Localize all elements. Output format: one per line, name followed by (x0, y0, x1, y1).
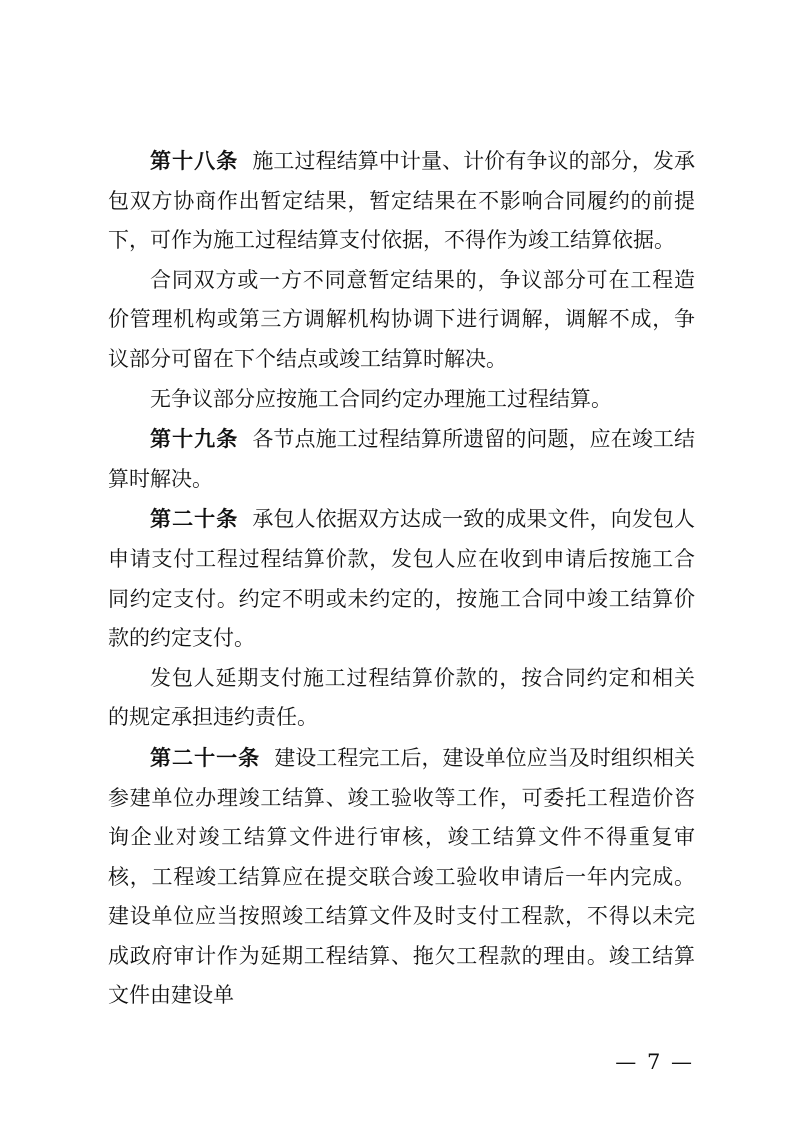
page-number: — 7 — (615, 1050, 694, 1074)
paragraph-text: 建设工程完工后，建设单位应当及时组织相关参建单位办理竣工结算、竣工验收等工作，可委托工程造价咨询企业对竣工结算文件进行审核，竣工结算文件不得重复审核，工程竣工结算应在提交联合竣工验收申请后一年内完成。建设单位应当按照竣工结算文件及时支付工程款，不得以未完成政府审计作为延期工程结算、拖欠工程款的理由。竣工结算文件由建设单 (108, 745, 696, 1008)
paragraph-text: 各节点施工过程结算所遗留的问题，应在竣工结算时解决。 (108, 427, 696, 491)
paragraph-text: 承包人依据双方达成一致的成果文件，向发包人申请支付工程过程结算价款，发包人应在收到申请后按施工合同约定支付。约定不明或未约定的，按施工合同中竣工结算价款的约定支付。 (108, 507, 696, 651)
paragraph-article-20-cont (108, 659, 695, 738)
paragraph-article-21 (108, 738, 695, 1016)
paragraph-text: 合同双方或一方不同意暂定结果的，争议部分可在工程造价管理机构或第三方调解机构协调下进行调解，调解不成，争议部分可留在下个结点或竣工结算时解决。 (108, 267, 695, 371)
paragraph-text: 无争议部分应按施工合同约定办理施工过程结算。 (150, 386, 612, 411)
paragraph-text: 发包人延期支付施工过程结算价款的，按合同约定和相关的规定承担违约责任。 (108, 665, 695, 730)
article-heading: 第十八条 (150, 148, 239, 173)
paragraph-article-18-cont-2 (108, 380, 695, 420)
paragraph-text: 施工过程结算中计量、计价有争议的部分，发承包双方协商作出暂定结果，暂定结果在不影响合同履约的前提下，可作为施工过程结算支付依据，不得作为竣工结算依据。 (108, 149, 696, 253)
body-text (108, 141, 695, 1016)
paragraph-article-18 (108, 141, 695, 261)
paragraph-article-19 (108, 419, 695, 499)
paragraph-article-20 (108, 499, 695, 658)
article-heading: 第十九条 (150, 426, 239, 452)
paragraph-article-18-cont-1 (108, 261, 695, 380)
article-heading: 第二十条 (150, 506, 239, 532)
article-heading: 第二十一条 (150, 744, 261, 770)
